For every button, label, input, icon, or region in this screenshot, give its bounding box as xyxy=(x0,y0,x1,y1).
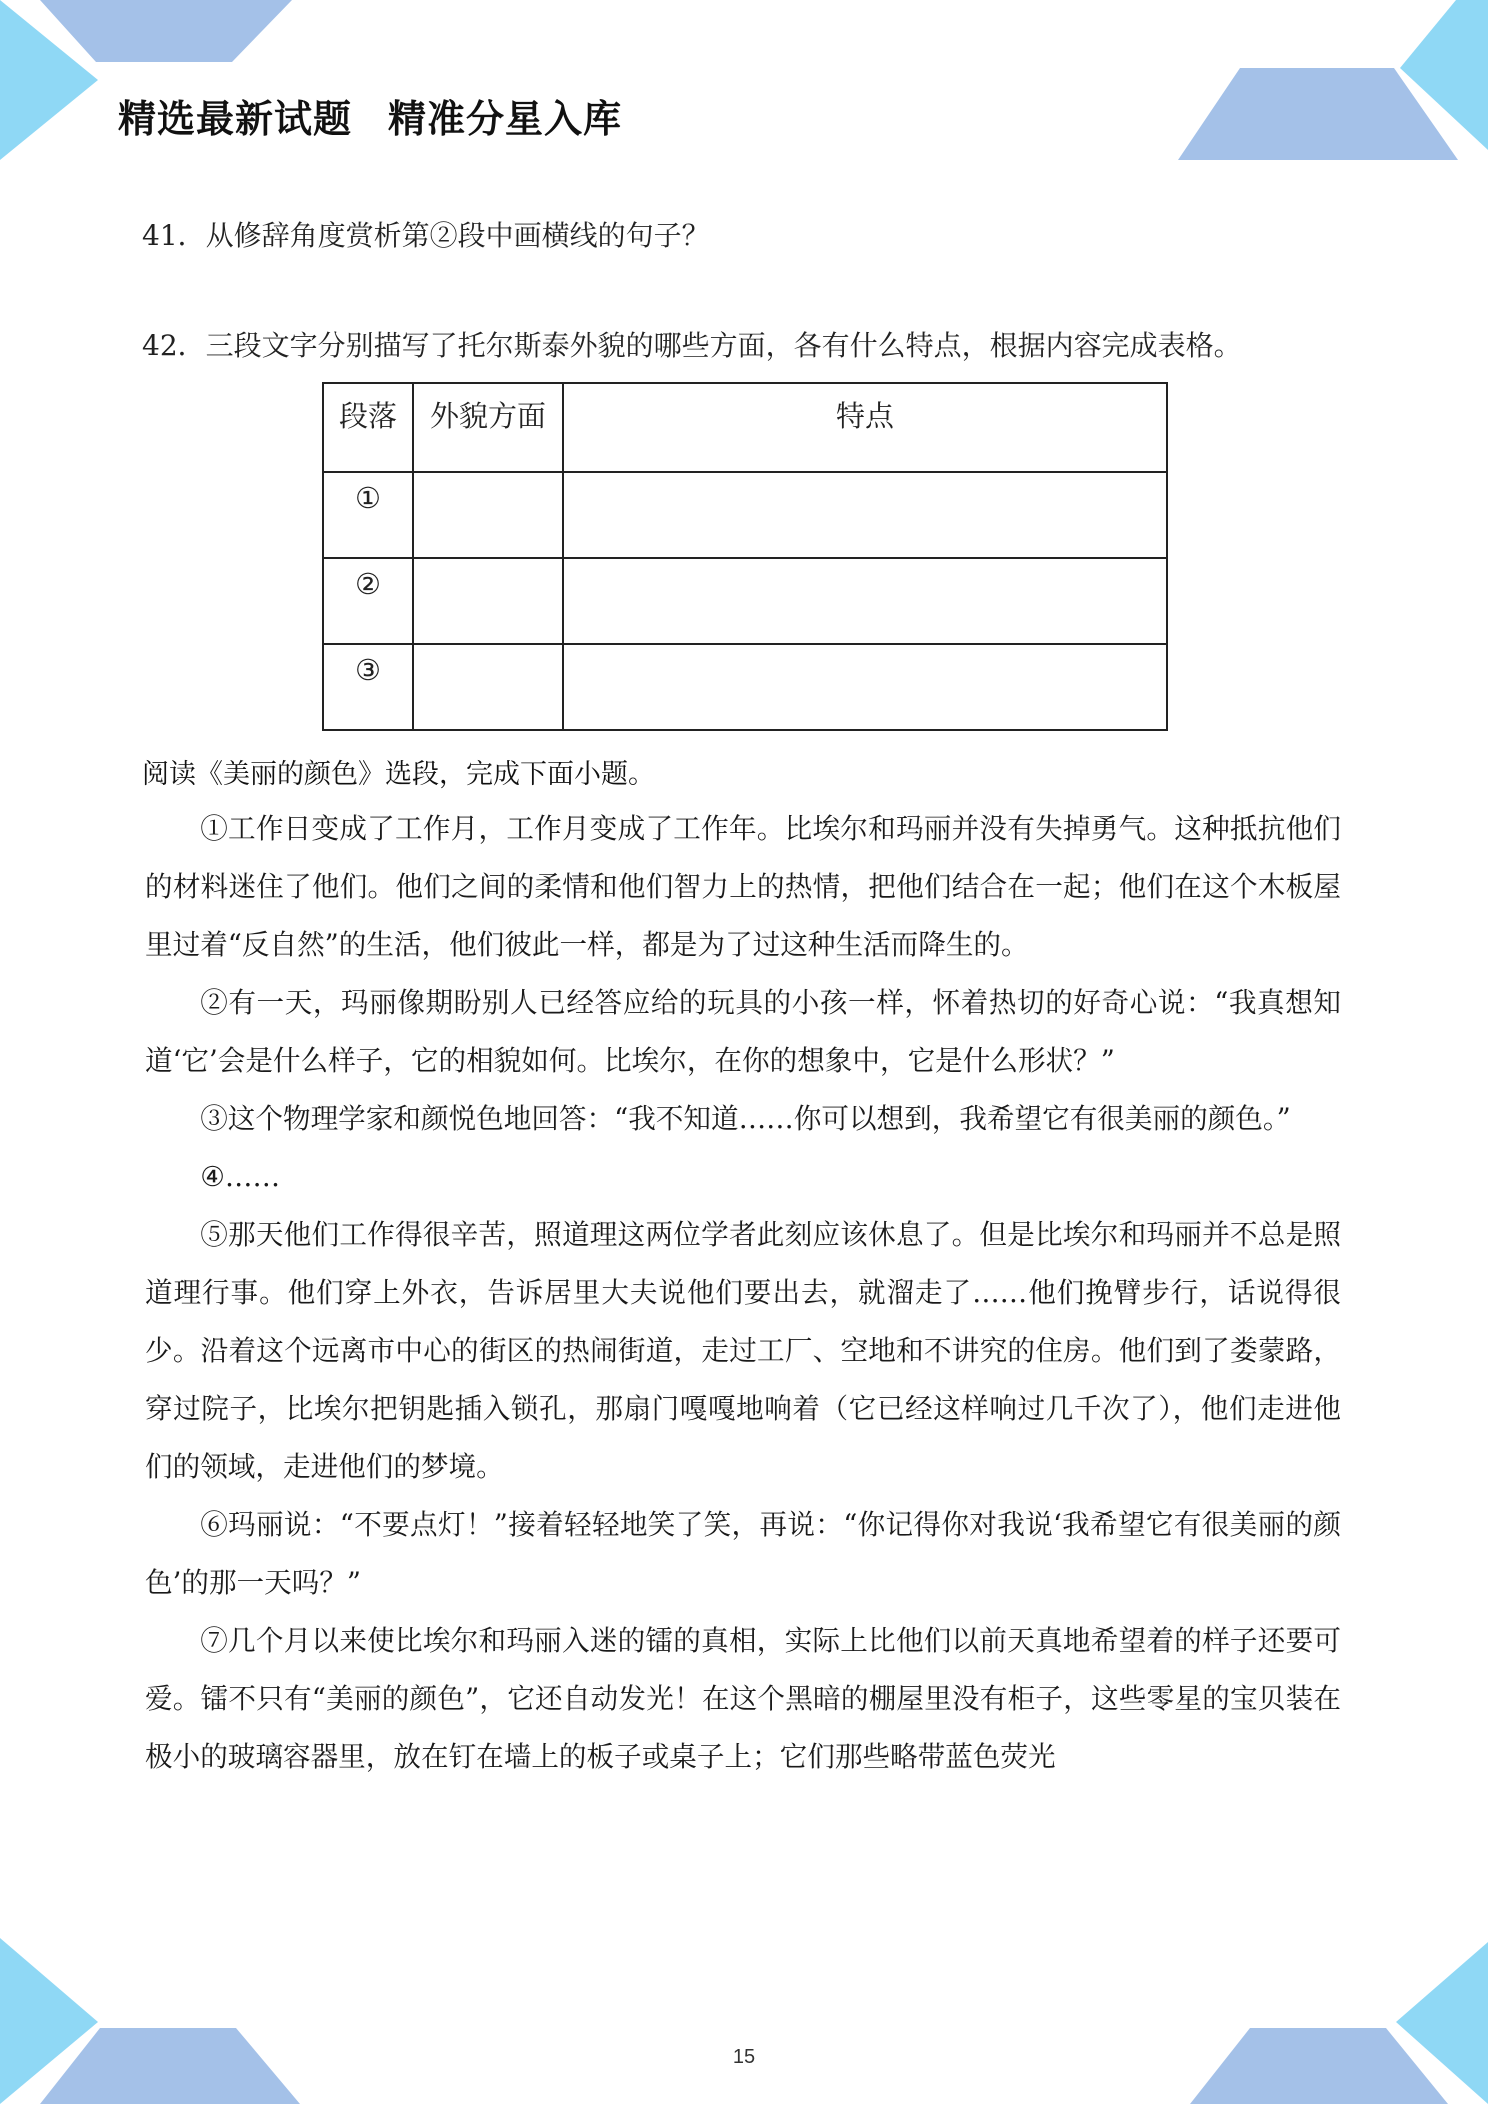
reading-instructions: 阅读《美丽的颜色》选段，完成下面小题。 xyxy=(142,759,655,790)
table-cell-paragraph-number: ② xyxy=(323,558,413,644)
answer-table xyxy=(322,382,1168,731)
page-header-title xyxy=(118,88,622,143)
table-cell-features-blank[interactable] xyxy=(563,472,1167,558)
passage-paragraph-3: ③这个物理学家和颜悦色地回答：“我不知道……你可以想到，我希望它有很美丽的颜色。” xyxy=(200,1102,1291,1135)
table-row xyxy=(323,644,1167,730)
decor-trapezoid-top-right xyxy=(1178,68,1458,160)
table-header-appearance: 外貌方面 xyxy=(413,383,563,472)
decor-trapezoid-top-left xyxy=(40,0,292,62)
table-cell-appearance-blank[interactable] xyxy=(413,644,563,730)
passage-paragraph-6: ⑥玛丽说：“不要点灯！”接着轻轻地笑了笑，再说：“你记得你对我说‘我希望它有很美丽的颜色’的那一天吗？” xyxy=(145,1508,1341,1599)
header-title-part1: 精选最新试题 xyxy=(118,97,353,141)
page-number: 15 xyxy=(732,2046,756,2068)
passage-paragraph-5: ⑤那天他们工作得很辛苦，照道理这两位学者此刻应该休息了。但是比埃尔和玛丽并不总是照道理行事。他们穿上外衣，告诉居里大夫说他们要出去，就溜走了……他们挽臂步行，话说得很少。沿着这个远离市中心的街区的热闹街道，走过工厂、空地和不讲究的住房。他们到了娄蒙路，穿过院子，比埃尔把钥匙插入锁孔，那扇门嘎嘎地响着（它已经这样响过几千次了），他们走进他们的领域，走进他们的梦境。 xyxy=(145,1218,1341,1483)
table-cell-features-blank[interactable] xyxy=(563,644,1167,730)
table-cell-paragraph-number: ③ xyxy=(323,644,413,730)
table-header-row xyxy=(323,383,1167,472)
reading-passage xyxy=(145,800,1341,1786)
passage-paragraph-1: ①工作日变成了工作月，工作月变成了工作年。比埃尔和玛丽并没有失掉勇气。这种抵抗他们的材料迷住了他们。他们之间的柔情和他们智力上的热情，把他们结合在一起；他们在这个木板屋里过着“反自然”的生活，他们彼此一样，都是为了过这种生活而降生的。 xyxy=(145,812,1341,961)
question-42: 42．三段文字分别描写了托尔斯泰外貌的哪些方面，各有什么特点，根据内容完成表格。 xyxy=(142,329,1242,362)
passage-paragraph-2: ②有一天，玛丽像期盼别人已经答应给的玩具的小孩一样，怀着热切的好奇心说：“我真想知道‘它’会是什么样子，它的相貌如何。比埃尔，在你的想象中，它是什么形状？” xyxy=(145,986,1341,1077)
decor-triangle-top-right xyxy=(1400,0,1488,150)
passage-paragraph-7: ⑦几个月以来使比埃尔和玛丽入迷的镭的真相，实际上比他们以前天真地希望着的样子还要可爱。镭不只有“美丽的颜色”，它还自动发光！在这个黑暗的棚屋里没有柜子，这些零星的宝贝装在极小的玻璃容器里，放在钉在墙上的板子或桌子上；它们那些略带蓝色荧光 xyxy=(145,1624,1341,1773)
table-header-paragraph: 段落 xyxy=(323,383,413,472)
table-cell-appearance-blank[interactable] xyxy=(413,558,563,644)
table-row xyxy=(323,472,1167,558)
table-header-features: 特点 xyxy=(563,383,1167,472)
table-cell-paragraph-number: ① xyxy=(323,472,413,558)
decor-triangle-top-left xyxy=(0,0,98,160)
header-title-part2: 精准分星入库 xyxy=(388,97,623,141)
decor-triangle-bottom-right xyxy=(1396,1942,1488,2104)
decor-triangle-bottom-left xyxy=(0,1938,98,2104)
table-cell-features-blank[interactable] xyxy=(563,558,1167,644)
table-row xyxy=(323,558,1167,644)
table-cell-appearance-blank[interactable] xyxy=(413,472,563,558)
passage-paragraph-4: ④…… xyxy=(200,1160,281,1193)
question-41: 41．从修辞角度赏析第②段中画横线的句子？ xyxy=(142,219,710,252)
